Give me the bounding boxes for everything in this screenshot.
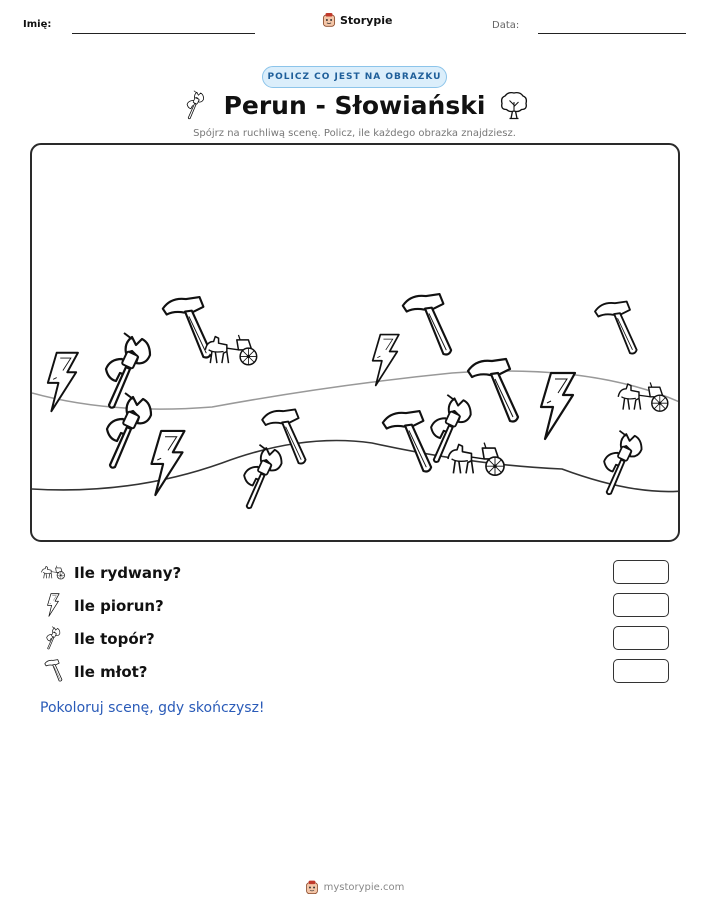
- tree-icon: [499, 90, 529, 120]
- hammer-icon: [40, 659, 66, 683]
- answer-box-chariot[interactable]: [613, 560, 669, 584]
- name-line[interactable]: [72, 33, 255, 34]
- scene-canvas: [32, 145, 680, 542]
- lightning-icon: [40, 593, 66, 617]
- chariot-icon: [618, 382, 668, 411]
- question-label: Ile piorun?: [74, 597, 164, 615]
- question-row-chariot: [40, 560, 670, 586]
- chariot-icon: [448, 443, 504, 476]
- hammer-icon: [383, 411, 431, 471]
- hammer-icon: [403, 294, 451, 354]
- instruction-badge: POLICZ CO JEST NA OBRAZKU: [262, 66, 447, 88]
- axe-icon: [40, 626, 66, 650]
- footer-url[interactable]: mystorypie.com: [323, 882, 405, 893]
- page-title: Perun - Słowiański: [223, 90, 486, 120]
- date-label: Data:: [492, 20, 520, 31]
- question-row-lightning: [40, 593, 670, 619]
- axe-icon: [604, 431, 641, 494]
- hammer-icon: [595, 302, 637, 354]
- footer-brand: [0, 880, 709, 895]
- name-label: Imię:: [23, 19, 52, 30]
- lightning-icon: [151, 431, 184, 495]
- axe-icon: [180, 90, 210, 120]
- date-line[interactable]: [538, 33, 686, 34]
- question-label: Ile młot?: [74, 663, 148, 681]
- coloring-instruction: Pokoloruj scenę, gdy skończysz!: [40, 700, 265, 716]
- storypie-logo-icon: [322, 12, 336, 28]
- question-label: Ile topór?: [74, 630, 155, 648]
- chariot-icon: [40, 560, 66, 584]
- question-row-hammer: [40, 659, 670, 685]
- hill-line-front: [32, 441, 680, 492]
- answer-box-lightning[interactable]: [613, 593, 669, 617]
- counting-scene: [30, 143, 680, 542]
- storypie-logo-icon: [305, 880, 319, 895]
- answer-box-hammer[interactable]: [613, 659, 669, 683]
- brand-header: [322, 12, 392, 28]
- chariot-icon: [205, 335, 256, 365]
- lightning-icon: [373, 335, 399, 386]
- answer-box-axe[interactable]: [613, 626, 669, 650]
- question-row-axe: [40, 626, 670, 652]
- question-label: Ile rydwany?: [74, 564, 182, 582]
- title-row: [0, 90, 709, 120]
- lightning-icon: [541, 373, 575, 439]
- brand-name: Storypie: [340, 13, 393, 27]
- hammer-icon: [163, 297, 211, 357]
- hammer-icon: [468, 359, 518, 422]
- page-subtitle: Spójrz na ruchliwą scenę. Policz, ile każdego obrazka znajdziesz.: [193, 128, 516, 139]
